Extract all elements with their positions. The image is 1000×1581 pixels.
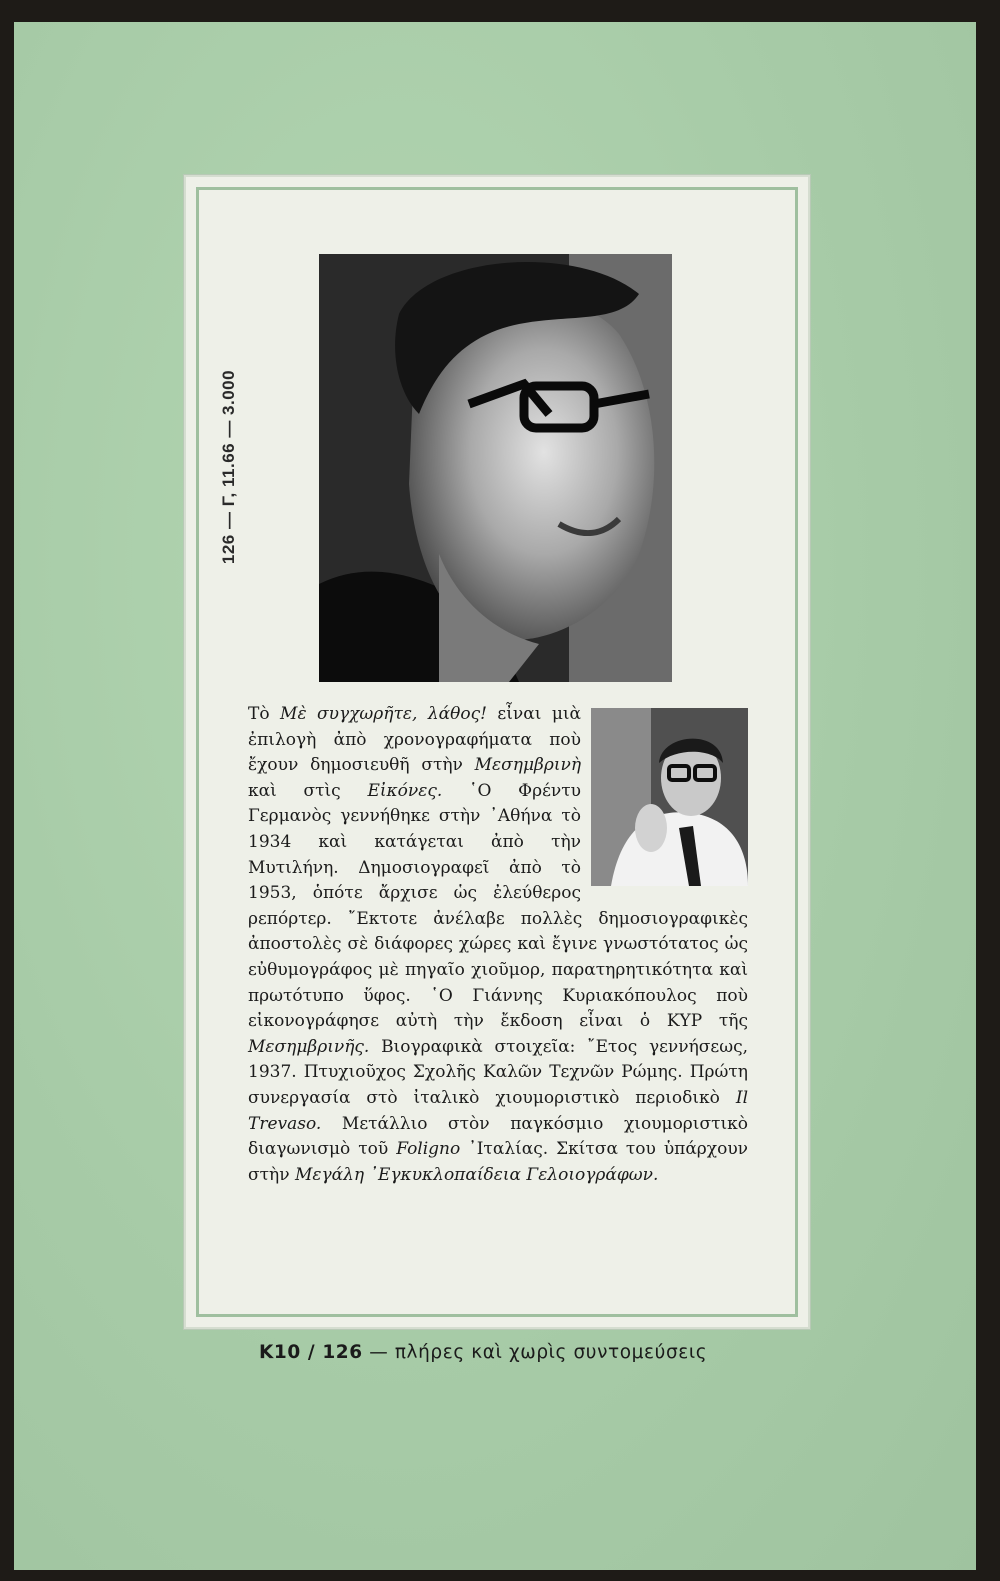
series-note: — πλήρες καὶ χωρὶς συντομεύσεις — [369, 1342, 708, 1363]
city-name: Foligno — [396, 1139, 461, 1160]
encyclopedia-name: Μεγάλη ᾽Εγκυκλοπαίδεια Γελοιογράφων. — [294, 1164, 659, 1185]
magazine-name: Εἰκόνες. — [367, 780, 443, 801]
book-title: Μὲ συγχωρῆτε, λάθος! — [280, 704, 487, 724]
info-panel — [184, 175, 810, 1329]
bio-paragraph: Τὸ Μὲ συγχωρῆτε, λάθος! εἶναι μιὰ ἐπιλογὴ ἀπὸ χρονογραφήματα ποὺ ἔχουν δημοσιευθῆ στὴν Μεσημβρινὴ καὶ στὶς Εἰκόνες. ῾Ο Φρέντυ Γερμανὸς γεννήθηκε στὴν ᾽Αθήνα τὸ 1934 καὶ κατάγεται ἀπὸ τὴν Μυτιλήνη. Δημοσιογραφεῖ ἀπὸ τὸ 1953, ὁπότε ἄρχισε ὡς ἐλεύθερος ρεπόρτερ. ῎Εκτοτε ἀνέλαβε πολλὲς δημοσιογραφικὲς ἀποστολὲς σὲ διάφορες χώρες καὶ ἔγινε γνωστότατος ὡς εὐθυμογράφος μὲ πηγαῖο χιοῦμορ, παρατηρητικότητα καὶ πρωτότυπο ὕφος. ῾Ο Γιάννης Κυριακόπουλος ποὺ εἰκονογράφησε αὐτὴ τὴν ἔκδοση εἶναι ὁ ΚΥΡ τῆς Μεσημβρινῆς. Βιογραφικὰ στοιχεῖα: ῎Ετος γεννήσεως, 1937. Πτυχιοῦχος Σχολῆς Καλῶν Τεχνῶν Ρώμης. Πρώτη συνεργασία στὸ ἰταλικὸ χιουμοριστικὸ περιοδικὸ Il Trevaso. Μετάλλιο στὸν παγκόσμιο χιουμοριστικὸ διαγωνισμὸ τοῦ Foligno ᾽Ιταλίας. Σκίτσα του ὑπάρχουν στὴν Μεγάλη ᾽Εγκυκλοπαίδεια Γελοιογράφων. — [248, 704, 749, 1185]
series-footer — [259, 1342, 707, 1363]
author-portrait-photo — [319, 254, 672, 682]
newspaper-name: Μεσημβρινὴ — [474, 755, 582, 776]
periodical-name: Il Trevaso. — [248, 1087, 749, 1134]
illustrator-portrait-photo — [591, 708, 748, 886]
newspaper-name-genitive: Μεσημβρινῆς. — [248, 1036, 370, 1057]
series-code: Κ10 / 126 — [259, 1342, 363, 1363]
bio-text — [248, 702, 748, 1188]
print-code: 126 — Γ, 11.66 — 3.000 — [219, 369, 238, 565]
book-back-cover — [14, 22, 976, 1570]
